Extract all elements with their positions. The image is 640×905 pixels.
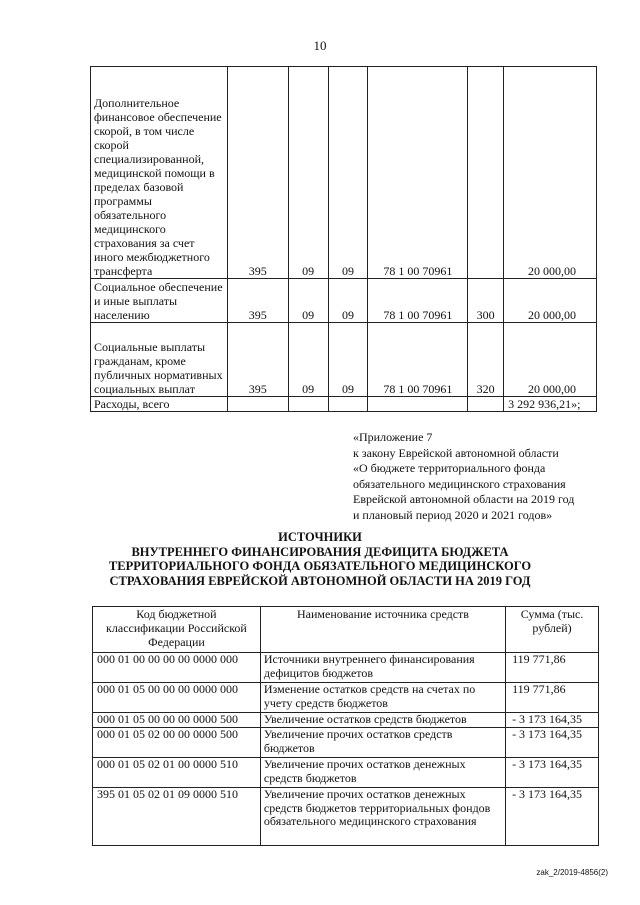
row-sum: 20 000,00 bbox=[504, 67, 597, 279]
source-sum: 119 771,86 bbox=[506, 683, 599, 713]
subsection-code: 09 bbox=[328, 67, 368, 279]
budget-code: 000 01 00 00 00 00 0000 000 bbox=[93, 653, 261, 683]
source-sum: - 3 173 164,35 bbox=[506, 728, 599, 758]
appendix-line: «О бюджете территориального фонда bbox=[353, 461, 546, 475]
table-row bbox=[91, 279, 597, 323]
page-number: 10 bbox=[313, 38, 327, 53]
table-row bbox=[91, 67, 597, 279]
section-code: 09 bbox=[288, 279, 328, 323]
section-code: 09 bbox=[288, 323, 328, 397]
vr-code: 320 bbox=[468, 323, 504, 397]
appendix-line: обязательного медицинского страхования bbox=[353, 476, 566, 491]
subsection-code: 09 bbox=[328, 323, 368, 397]
total-row bbox=[91, 397, 597, 412]
target-code: 78 1 00 70961 bbox=[368, 279, 468, 323]
source-sum: - 3 173 164,35 bbox=[506, 788, 599, 846]
row-name: Дополнительное финансовое обеспечение скорой, в том числе скорой специализированной, медицинской помощи в пределах базовой программы обязательного медицинского страхования за счет иного межбюджетного трансферта bbox=[91, 67, 228, 279]
admin-code: 395 bbox=[227, 323, 288, 397]
appendix-line: «Приложение 7 bbox=[353, 430, 433, 444]
table-row bbox=[93, 653, 599, 683]
budget-code: 000 01 05 00 00 00 0000 000 bbox=[93, 683, 261, 713]
subsection-code: 09 bbox=[328, 279, 368, 323]
source-name: Увеличение прочих остатков денежных средств бюджетов bbox=[260, 758, 505, 788]
source-sum: - 3 173 164,35 bbox=[506, 713, 599, 728]
row-sum: 20 000,00 bbox=[504, 279, 597, 323]
source-sum: 119 771,86 bbox=[506, 653, 599, 683]
table-row bbox=[93, 728, 599, 758]
row-sum: 20 000,00 bbox=[504, 323, 597, 397]
budget-code: 395 01 05 02 01 09 0000 510 bbox=[93, 788, 261, 846]
table-row bbox=[93, 683, 599, 713]
source-name: Источники внутреннего финансирования дефицитов бюджетов bbox=[260, 653, 505, 683]
heading-line: ВНУТРЕННЕГО ФИНАНСИРОВАНИЯ ДЕФИЦИТА БЮДЖЕТА bbox=[131, 544, 509, 559]
admin-code: 395 bbox=[227, 279, 288, 323]
column-header-code: Код бюджетной классификации Российской Федерации bbox=[93, 607, 261, 653]
row-name: Социальное обеспечение и иные выплаты населению bbox=[91, 279, 228, 323]
budget-code: 000 01 05 00 00 00 0000 500 bbox=[93, 713, 261, 728]
vr-code: 300 bbox=[468, 279, 504, 323]
column-header-sum: Сумма (тыс. рублей) bbox=[506, 607, 599, 653]
budget-code: 000 01 05 02 00 00 0000 500 bbox=[93, 728, 261, 758]
appendix-line: и плановый период 2020 и 2021 годов» bbox=[353, 507, 553, 522]
target-code: 78 1 00 70961 bbox=[368, 67, 468, 279]
table-row bbox=[91, 323, 597, 397]
heading-line: ТЕРРИТОРИАЛЬНОГО ФОНДА ОБЯЗАТЕЛЬНОГО МЕДИЦИНСКОГО bbox=[108, 559, 532, 573]
column-header-name: Наименование источника средств bbox=[260, 607, 505, 653]
source-sum: - 3 173 164,35 bbox=[506, 758, 599, 788]
table-row bbox=[93, 713, 599, 728]
vr-code bbox=[468, 67, 504, 279]
table-row bbox=[93, 758, 599, 788]
source-name: Увеличение остатков средств бюджетов bbox=[260, 713, 505, 728]
sources-table bbox=[92, 606, 599, 846]
source-name: Увеличение прочих остатков денежных средств бюджетов территориальных фондов обязательного медицинского страхования bbox=[260, 788, 505, 846]
heading-line: СТРАХОВАНИЯ ЕВРЕЙСКОЙ АВТОНОМНОЙ ОБЛАСТИ НА 2019 ГОД bbox=[109, 573, 531, 588]
source-name: Изменение остатков средств на счетах по учету средств бюджетов bbox=[260, 683, 505, 713]
total-sum: 3 292 936,21»; bbox=[504, 397, 597, 412]
source-name: Увеличение прочих остатков средств бюджетов bbox=[260, 728, 505, 758]
heading-line: ИСТОЧНИКИ bbox=[278, 530, 362, 544]
budget-code: 000 01 05 02 01 00 0000 510 bbox=[93, 758, 261, 788]
row-name: Социальные выплаты гражданам, кроме публичных нормативных социальных выплат bbox=[91, 323, 228, 397]
section-code: 09 bbox=[288, 67, 328, 279]
admin-code: 395 bbox=[227, 67, 288, 279]
total-label: Расходы, всего bbox=[91, 397, 228, 412]
header-row bbox=[93, 607, 599, 653]
document-code: zak_2/2019-4856(2) bbox=[536, 868, 608, 877]
expenses-table bbox=[90, 66, 597, 412]
appendix-line: к закону Еврейской автономной области bbox=[353, 445, 559, 460]
section-heading bbox=[0, 530, 640, 588]
table-row bbox=[93, 788, 599, 846]
appendix-note bbox=[353, 430, 613, 523]
target-code: 78 1 00 70961 bbox=[368, 323, 468, 397]
appendix-line: Еврейской автономной области на 2019 год bbox=[353, 492, 575, 506]
